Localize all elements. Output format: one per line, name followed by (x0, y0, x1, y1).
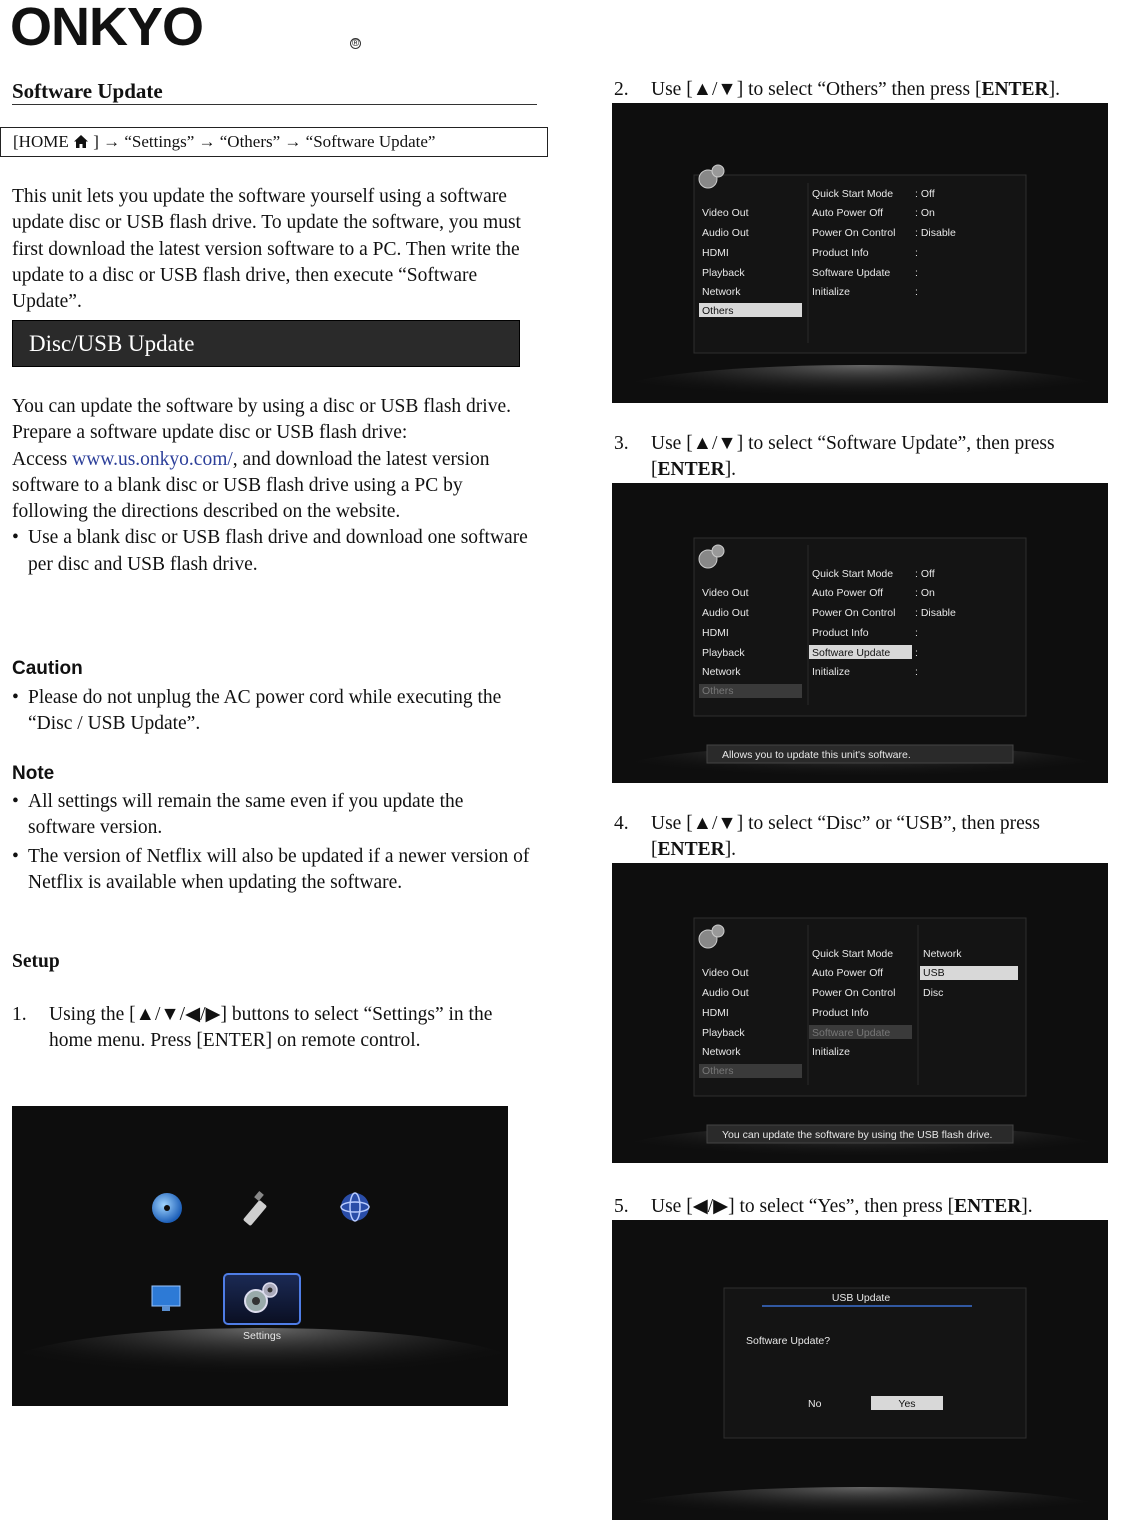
value-auto-power: : On (915, 207, 935, 219)
path-rest: ] → “Settings” → “Others” → “Software Update” (88, 132, 436, 151)
value-quick-start: : Off (915, 188, 935, 200)
logo-text: ONKYO (10, 0, 204, 57)
body-paragraph-3 (12, 447, 542, 526)
menu-playback[interactable]: Playback (702, 1027, 745, 1039)
caution-list (12, 685, 542, 738)
menu-quick-start-mode[interactable]: Quick Start Mode (812, 948, 894, 960)
dialog-question: Software Update? (746, 1335, 831, 1347)
menu-initialize[interactable]: Initialize (812, 286, 850, 298)
bullet-dot: • (12, 845, 19, 867)
value-initialize: : (915, 286, 918, 298)
path-home-label: [HOME (13, 132, 69, 151)
step-text: Use [▲/▼] to select “Others” then press [ (651, 79, 982, 100)
yes-label: Yes (898, 1398, 916, 1410)
step-text: Using the [▲/▼/◀/▶] buttons to select “Settings” in the home menu. Press [ENTER] on remote control. (49, 1004, 493, 1052)
step-number: 4. (614, 813, 629, 834)
note-heading: Note (12, 763, 55, 784)
menu-video-out[interactable]: Video Out (702, 967, 749, 979)
page-title: Software Update (12, 78, 537, 105)
menu-initialize[interactable]: Initialize (812, 1046, 850, 1058)
list-item (12, 685, 542, 738)
help-text: Allows you to update this unit's software. (722, 749, 911, 761)
step-text: Use [◀/▶] to select “Yes”, then press [ (651, 1196, 955, 1217)
menu-product-info[interactable]: Product Info (812, 247, 869, 259)
menu-others[interactable]: Others (702, 1065, 734, 1077)
step-2 (614, 77, 1129, 103)
enter-key: ENTER (657, 839, 725, 861)
note-text: All settings will remain the same even if you update the software version. (28, 791, 464, 839)
menu-quick-start-mode[interactable]: Quick Start Mode (812, 568, 894, 580)
menu-audio-out[interactable]: Audio Out (702, 607, 749, 619)
value-power-on: : Disable (915, 227, 956, 239)
setup-heading: Setup (12, 951, 60, 972)
body-paragraph-2: Prepare a software update disc or USB flash drive: (12, 422, 408, 444)
step-3 (614, 431, 1129, 484)
menu-auto-power-off[interactable]: Auto Power Off (812, 207, 884, 219)
step-number: 3. (614, 433, 629, 454)
navigation-path (0, 127, 548, 157)
value-software-update: : (915, 647, 918, 659)
menu-auto-power-off[interactable]: Auto Power Off (812, 967, 884, 979)
step-text-end: ]. (724, 459, 737, 481)
menu-network[interactable]: Network (702, 286, 741, 298)
caution-text: Please do not unplug the AC power cord while executing the “Disc / USB Update”. (28, 687, 502, 735)
step-4 (614, 811, 1129, 864)
settings-others-screenshot (612, 103, 1108, 403)
menu-network[interactable]: Network (702, 666, 741, 678)
registered-mark: ® (351, 38, 360, 49)
option-usb[interactable]: USB (923, 967, 945, 979)
step-text: Use [▲/▼] to select “Disc” or “USB”, then press [ (651, 813, 1040, 861)
caution-heading: Caution (12, 658, 83, 679)
menu-audio-out[interactable]: Audio Out (702, 227, 749, 239)
body-text (12, 394, 542, 578)
step-text: Use [▲/▼] to select “Software Update”, then press [ (651, 433, 1055, 481)
menu-software-update[interactable]: Software Update (812, 267, 891, 279)
bullet-dot: • (12, 791, 19, 812)
menu-video-out[interactable]: Video Out (702, 207, 749, 219)
step-number: 5. (614, 1196, 629, 1217)
menu-video-out[interactable]: Video Out (702, 587, 749, 599)
value-initialize: : (915, 666, 918, 678)
menu-hdmi[interactable]: HDMI (702, 247, 729, 259)
body-paragraph-1: You can update the software by using a disc or USB flash drive. (12, 396, 511, 417)
note-list (12, 789, 532, 896)
intro-paragraph: This unit lets you update the software yourself using a software update disc or USB flash drive. To update the software, you must first download the latest version software to a PC. Then write the update to a disc or USB flash drive, then execute “Software Update”. (12, 186, 521, 313)
body-p3-before: Access (12, 448, 73, 470)
menu-power-on-control[interactable]: Power On Control (812, 607, 896, 619)
network-globe-icon (341, 1193, 369, 1221)
menu-playback[interactable]: Playback (702, 267, 745, 279)
menu-power-on-control[interactable]: Power On Control (812, 227, 896, 239)
step-text-end: ]. (1021, 1196, 1033, 1217)
menu-auto-power-off[interactable]: Auto Power Off (812, 587, 884, 599)
note-text: The version of Netflix will also be updated if a newer version of Netflix is available when updating the software. (28, 845, 530, 893)
step-number: 2. (614, 79, 629, 100)
menu-others[interactable]: Others (702, 685, 734, 697)
step-text-end: ]. (1048, 79, 1061, 100)
menu-product-info[interactable]: Product Info (812, 1007, 869, 1019)
value-software-update: : (915, 267, 918, 279)
value-product-info: : (915, 627, 918, 639)
help-text: You can update the software by using the USB flash drive. (722, 1129, 993, 1141)
menu-audio-out[interactable]: Audio Out (702, 987, 749, 999)
value-product-info: : (915, 247, 918, 259)
menu-software-update[interactable]: Software Update (812, 647, 891, 659)
list-item (12, 844, 532, 897)
bullet-dot: • (12, 527, 19, 549)
onkyo-website-link[interactable]: www.us.onkyo.com/ (72, 448, 233, 470)
step-5 (614, 1194, 1129, 1220)
disc-usb-select-screenshot (612, 863, 1108, 1163)
option-disc[interactable]: Disc (923, 987, 944, 999)
yes-button[interactable] (871, 1396, 943, 1410)
option-network[interactable]: Network (923, 948, 962, 960)
menu-quick-start-mode[interactable]: Quick Start Mode (812, 188, 894, 200)
value-auto-power: : On (915, 587, 935, 599)
no-button[interactable]: No (808, 1398, 822, 1410)
value-quick-start: : Off (915, 568, 935, 580)
home-icon (73, 134, 89, 149)
value-power-on: : Disable (915, 607, 956, 619)
onkyo-logo (10, 0, 360, 57)
bullet-dot: • (12, 687, 19, 708)
menu-playback[interactable]: Playback (702, 647, 745, 659)
menu-power-on-control[interactable]: Power On Control (812, 987, 896, 999)
body-p3-after: , and download the latest version software to a blank disc or USB flash drive using a PC by following the directions described on the website. (12, 448, 490, 523)
menu-hdmi[interactable]: HDMI (702, 1007, 729, 1019)
enter-key: ENTER (954, 1196, 1022, 1217)
menu-initialize[interactable]: Initialize (812, 666, 850, 678)
menu-hdmi[interactable]: HDMI (702, 627, 729, 639)
step-text-end: ]. (724, 839, 737, 861)
list-item (12, 525, 542, 578)
section-title-bar: Disc/USB Update (12, 320, 520, 367)
list-item (12, 789, 532, 842)
usb-update-dialog-screenshot (612, 1220, 1108, 1520)
dialog-title: USB Update (831, 1292, 891, 1304)
enter-key: ENTER (981, 79, 1049, 100)
step-1 (12, 1002, 517, 1055)
menu-network[interactable]: Network (702, 1046, 741, 1058)
disc-icon (152, 1193, 182, 1223)
menu-others[interactable]: Others (702, 305, 734, 317)
menu-software-update[interactable]: Software Update (812, 1027, 891, 1039)
enter-key: ENTER (657, 459, 725, 481)
menu-product-info[interactable]: Product Info (812, 627, 869, 639)
step-number: 1. (12, 1004, 27, 1025)
bullet-text: Use a blank disc or USB flash drive and download one software per disc and USB flash drive. (28, 527, 528, 575)
settings-label: Settings (243, 1330, 281, 1342)
software-update-select-screenshot (612, 483, 1108, 783)
home-menu-screenshot (12, 1106, 508, 1406)
